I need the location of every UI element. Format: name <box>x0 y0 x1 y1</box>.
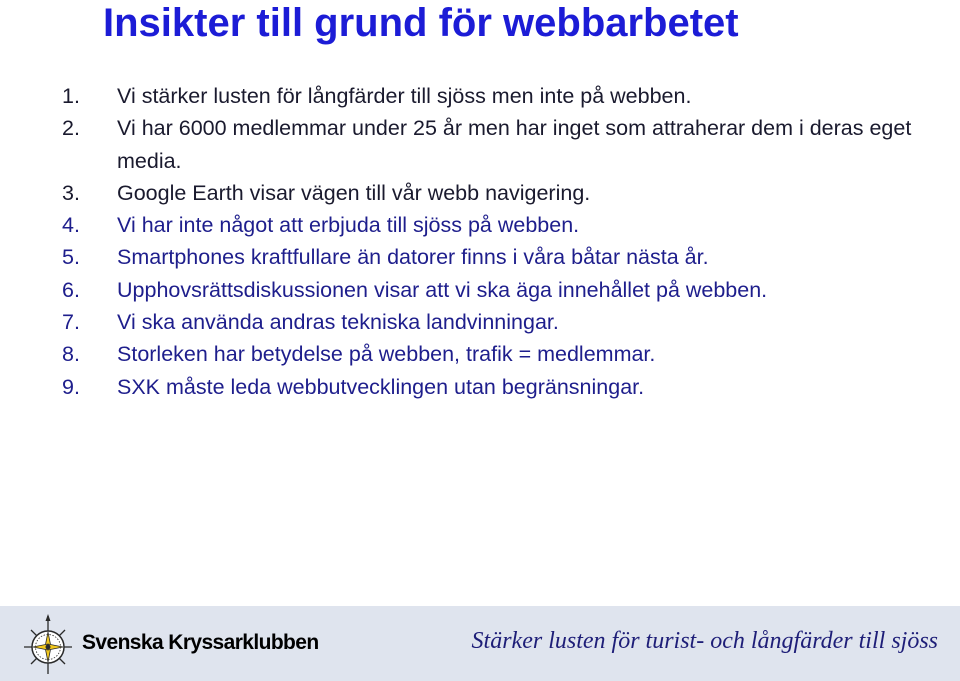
list-item <box>62 209 942 241</box>
list-item-text: Smartphones kraftfullare än datorer finns i våra båtar nästa år. <box>117 245 709 270</box>
list-item <box>62 177 942 209</box>
list-item-text: SXK måste leda webbutvecklingen utan begränsningar. <box>117 374 645 399</box>
compass-rose-icon <box>22 614 74 676</box>
list-item-number: 4. <box>62 213 80 238</box>
list-item <box>62 112 942 177</box>
slide-title: Insikter till grund för webbarbetet <box>103 1 739 45</box>
list-item-text: Vi har 6000 medlemmar under 25 år men har inget som attraherar dem i deras eget media. <box>117 116 912 173</box>
list-item-number: 2. <box>62 116 80 141</box>
list-item-text: Storleken har betydelse på webben, trafik = medlemmar. <box>117 342 656 367</box>
list-item-number: 6. <box>62 277 80 302</box>
list-item <box>62 241 942 273</box>
insight-list <box>62 80 942 403</box>
list-item-text: Vi har inte något att erbjuda till sjöss på webben. <box>117 213 580 238</box>
list-item-text: Upphovsrättsdiskussionen visar att vi ska äga innehållet på webben. <box>117 277 768 302</box>
slogan: Stärker lusten för turist- och långfärder till sjöss <box>471 628 938 654</box>
footer-bar <box>0 606 960 681</box>
list-item-number: 1. <box>62 84 80 108</box>
list-item-number: 9. <box>62 374 80 399</box>
list-item <box>62 338 942 370</box>
list-item <box>62 306 942 338</box>
club-name: Svenska Kryssarklubben <box>82 631 319 654</box>
list-item <box>62 80 942 112</box>
list-item <box>62 371 942 403</box>
list-item-number: 5. <box>62 245 80 270</box>
list-item-text: Vi ska använda andras tekniska landvinningar. <box>117 310 559 335</box>
list-item-number: 3. <box>62 180 80 205</box>
list-item-number: 8. <box>62 342 80 367</box>
list-item-text: Vi stärker lusten för långfärder till sjöss men inte på webben. <box>117 84 692 108</box>
list-item-number: 7. <box>62 310 80 335</box>
list-item-text: Google Earth visar vägen till vår webb navigering. <box>117 180 591 205</box>
list-item <box>62 274 942 306</box>
